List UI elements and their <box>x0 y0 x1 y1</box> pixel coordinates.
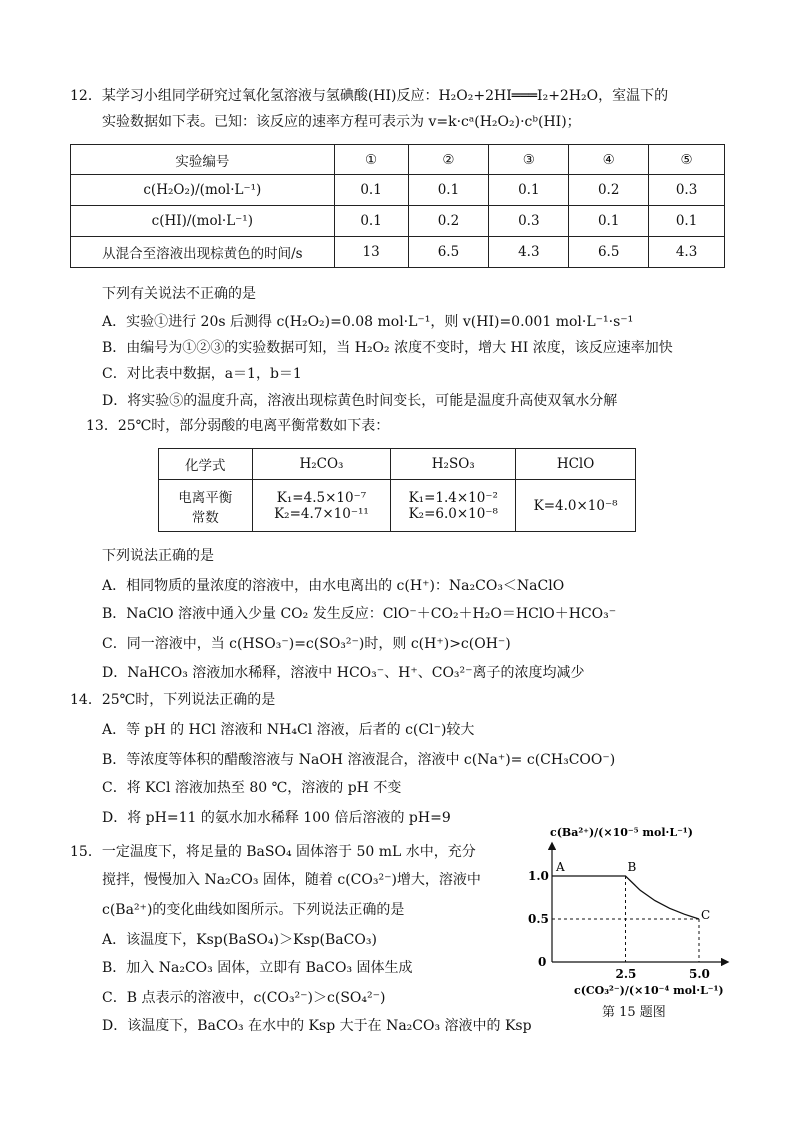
table-cell: 13 <box>334 237 408 268</box>
q12-option-b: B．由编号为①②③的实验数据可知，当 H₂O₂ 浓度不变时，增大 HI 浓度，该反应速率加快 <box>102 340 673 356</box>
h2so3-k2: K₂=6.0×10⁻⁸ <box>408 505 498 522</box>
q15-stem-line-1: 15．一定温度下，将足量的 BaSO₄ 固体溶于 50 mL 水中，充分 <box>70 844 476 860</box>
y-tick-label: 1.0 <box>528 869 549 883</box>
q13-option-d: D．NaHCO₃ 溶液加水稀释，溶液中 HCO₃⁻、H⁺、CO₃²⁻离子的浓度均减少 <box>102 665 585 681</box>
q14-option-d: D．将 pH=11 的氨水加水稀释 100 倍后溶液的 pH=9 <box>102 810 451 826</box>
table-cell: 4.3 <box>489 237 569 268</box>
table-cell: HClO <box>516 449 636 480</box>
q15-option-c: C．B 点表示的溶液中，c(CO₃²⁻)＞c(SO₄²⁻) <box>102 990 386 1006</box>
q15-option-d: D．该温度下，BaCO₃ 在水中的 Ksp 大于在 Na₂CO₃ 溶液中的 Ksp <box>102 1018 532 1034</box>
point-label-a: A <box>556 860 565 874</box>
table-cell: 0.1 <box>489 175 569 206</box>
table-cell: ④ <box>569 145 649 175</box>
table-cell: 4.3 <box>649 237 725 268</box>
table-cell: 0.1 <box>649 206 725 237</box>
q15-option-b: B．加入 Na₂CO₃ 固体，立即有 BaCO₃ 固体生成 <box>102 960 413 976</box>
q13-table-header <box>159 449 636 480</box>
table-cell: 0.1 <box>334 206 408 237</box>
y-tick-label: 0.5 <box>528 912 549 926</box>
table-cell: 0.1 <box>569 206 649 237</box>
point-label-c: C <box>701 908 711 922</box>
table-row <box>159 480 636 532</box>
q12-table-header <box>71 145 725 175</box>
q15-option-a: A．该温度下，Ksp(BaSO₄)＞Ksp(BaCO₃) <box>102 932 377 948</box>
table-cell: ⑤ <box>649 145 725 175</box>
q12-option-c: C．对比表中数据，a＝1，b＝1 <box>102 366 302 382</box>
table-cell <box>391 480 516 532</box>
row-label-line-2: 常数 <box>191 509 219 526</box>
origin-label: 0 <box>538 955 547 969</box>
table-cell: 0.3 <box>649 175 725 206</box>
q14-option-c: C．将 KCl 溶液加热至 80 ℃，溶液的 pH 不变 <box>102 780 402 796</box>
x-tick-label: 2.5 <box>615 967 637 981</box>
table-cell <box>159 480 253 532</box>
q13-option-b: B．NaClO 溶液中通入少量 CO₂ 发生反应：ClO⁻＋CO₂＋H₂O＝HClO＋HCO₃⁻ <box>102 606 617 622</box>
x-tick-label: 5.0 <box>689 967 710 981</box>
table-cell: c(H₂O₂)/(mol·L⁻¹) <box>71 175 335 206</box>
q12-option-d: D．将实验⑤的温度升高，溶液出现棕黄色时间变长，可能是温度升高使双氧水分解 <box>102 393 618 409</box>
q13-option-a: A．相同物质的量浓度的溶液中，由水电离出的 c(H⁺)：Na₂CO₃＜NaClO <box>102 578 565 594</box>
table-cell: 实验编号 <box>71 145 335 175</box>
q13-stem: 13．25℃时，部分弱酸的电离平衡常数如下表： <box>86 418 390 434</box>
h2co3-k1: K₁=4.5×10⁻⁷ <box>276 489 367 506</box>
table-cell: 0.1 <box>334 175 408 206</box>
q12-stem-line-1: 12．某学习小组同学研究过氧化氢溶液与氢碘酸(HI)反应：H₂O₂+2HI═══I₂+2H₂O，室温下的 <box>70 88 669 104</box>
table-row <box>71 175 725 206</box>
q13-option-c: C．同一溶液中，当 c(HSO₃⁻)=c(SO₃²⁻)时，则 c(H⁺)>c(OH⁻) <box>102 636 511 652</box>
table-cell: ① <box>334 145 408 175</box>
table-cell: 从混合至溶液出现棕黄色的时间/s <box>71 237 335 268</box>
table-cell: H₂SO₃ <box>391 449 516 480</box>
table-cell: c(HI)/(mol·L⁻¹) <box>71 206 335 237</box>
row-label-line-1: 电离平衡 <box>178 489 233 506</box>
q15-figure-caption: 第 15 题图 <box>602 1005 666 1020</box>
table-cell: 0.2 <box>408 206 489 237</box>
table-cell: H₂CO₃ <box>252 449 391 480</box>
x-axis-label: c(CO₃²⁻)/(×10⁻⁴ mol·L⁻¹) <box>574 984 724 997</box>
table-cell: 0.1 <box>408 175 489 206</box>
table-cell: 6.5 <box>408 237 489 268</box>
table-cell: 化学式 <box>159 449 253 480</box>
table-cell: 0.2 <box>569 175 649 206</box>
table-cell: ③ <box>489 145 569 175</box>
y-axis-label: c(Ba²⁺)/(×10⁻⁵ mol·L⁻¹) <box>550 826 693 839</box>
point-label-b: B <box>627 860 637 874</box>
table-cell: ② <box>408 145 489 175</box>
q12-stem-line-2: 实验数据如下表。已知：该反应的速率方程可表示为 v=k·cᵃ(H₂O₂)·cᵇ(HI)； <box>102 114 581 130</box>
q14-stem: 14．25℃时，下列说法正确的是 <box>70 692 276 708</box>
h2co3-k2: K₂=4.7×10⁻¹¹ <box>274 505 369 522</box>
q15-stem-line-3: c(Ba²⁺)的变化曲线如图所示。下列说法正确的是 <box>102 902 405 918</box>
q14-option-a: A．等 pH 的 HCl 溶液和 NH₄Cl 溶液，后者的 c(Cl⁻)较大 <box>102 722 475 738</box>
q15-chart <box>528 826 730 1020</box>
table-cell <box>252 480 391 532</box>
table-row <box>71 237 725 268</box>
q15-stem-line-2: 搅拌，慢慢加入 Na₂CO₃ 固体，随着 c(CO₃²⁻)增大，溶液中 <box>102 872 481 888</box>
table-row <box>71 206 725 237</box>
q12-prompt: 下列有关说法不正确的是 <box>102 286 256 302</box>
table-cell: 6.5 <box>569 237 649 268</box>
q14-option-b: B．等浓度等体积的醋酸溶液与 NaOH 溶液混合，溶液中 c(Na⁺)= c(CH₃COO⁻) <box>102 752 616 768</box>
q13-table <box>158 448 636 532</box>
table-cell: K=4.0×10⁻⁸ <box>516 480 636 532</box>
q12-table <box>70 144 725 268</box>
h2so3-k1: K₁=1.4×10⁻² <box>408 489 498 506</box>
table-cell: 0.3 <box>489 206 569 237</box>
q13-prompt: 下列说法正确的是 <box>102 548 214 564</box>
q12-option-a: A．实验①进行 20s 后测得 c(H₂O₂)=0.08 mol·L⁻¹，则 v(HI)=0.001 mol·L⁻¹·s⁻¹ <box>102 314 634 330</box>
